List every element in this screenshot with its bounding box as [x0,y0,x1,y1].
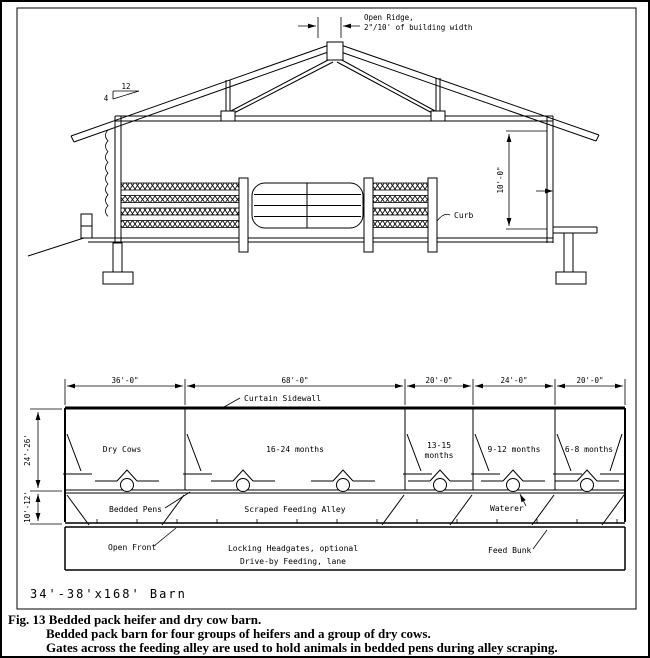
bedding-rails-left [121,183,240,228]
ridge-block [327,42,343,60]
fence-post-1 [239,178,248,252]
plan-view [23,376,625,601]
dim-bedded-pen-depth: 24'-26' [23,434,32,466]
feed-fence-line [65,523,625,527]
open-front-label: Open Front [108,543,157,552]
left-post [113,243,122,272]
floor-lines [88,238,553,242]
curb-label: Curb [454,211,474,220]
drive-by-feeding-label: Drive-by Feeding, lane [240,557,346,566]
right-wall [547,116,553,243]
top-dim-ext-lines [65,379,625,405]
bedded-pens-label: Bedded Pens [109,505,162,514]
dim-dry-cow-pen: 36'-0" [111,376,139,385]
open-ridge-dim-ticks [318,17,341,38]
truss-web-base-right [431,111,445,121]
caption-line2: Bedded pack barn for four groups of heifers and a group of dry cows. [46,626,431,641]
roof-slope-run-label: 4 [103,94,109,103]
curtain-wavy-line [106,130,109,216]
dim-pen-6-8: 20'-0" [576,376,604,385]
open-ridge-label-line2: 2"/10' of building width [364,23,473,32]
feed-platform-right [553,227,597,233]
truss-bottom-chord [115,116,553,121]
dim-pen-9-12: 24'-0" [500,376,528,385]
caption-line1: Fig. 13 Bedded pack heifer and dry cow barn. [8,612,262,627]
bedded-pens-leader [165,492,190,508]
cross-section-view [28,13,599,284]
curtain-sidewall-leader [224,398,240,407]
drawing-frame [17,8,636,609]
grade-line [28,236,90,256]
pen-gates [63,434,624,474]
pen-label-6-8: 6-8 months [564,445,614,454]
open-ridge-label-line1: Open Ridge, [364,13,414,22]
dim-pen-16-24: 68'-0" [281,376,309,385]
eave-height-ext-lines [506,131,547,229]
gate-panel [252,183,363,228]
open-front-leader [154,528,176,546]
waterer-label: Waterer [490,504,524,513]
truss-web-base-left [221,111,235,121]
left-footing [103,272,133,284]
locking-headgates-label: Locking Headgates, optional [227,544,359,553]
figure-caption [8,612,558,655]
bedding-rails-right [373,183,429,228]
fence-post-3 [428,178,437,252]
left-wall [115,116,121,243]
dim-feed-alley-width: 10'-12' [23,491,32,523]
pen-label-dry-cows: Dry Cows [102,445,142,454]
right-post [564,233,573,272]
eave-height-label: 10'-0" [496,166,505,194]
curtain-winder-upper [81,214,92,226]
pen-label-16-24: 16-24 months [266,445,324,454]
roof-slope-symbol [113,91,139,99]
barn-size-label: 34'-38'x168' Barn [30,587,187,601]
feed-bunk-leader [533,530,547,549]
caption-line3: Gates across the feeding alley are used to hold animals in bedded pens during alley scraping. [46,640,558,655]
curb-leader [437,214,450,221]
roof-slope-rise-label: 12 [121,82,131,91]
pen-label-13-15-line1: 13-15 [426,441,452,450]
pen-label-13-15-line2: months [424,451,454,460]
dim-pen-13-15: 20'-0" [425,376,453,385]
curtain-winder-lower [81,226,92,238]
right-footing [556,272,586,284]
left-dim-ext-lines [30,409,62,524]
curtain-sidewall-label: Curtain Sidewall [244,394,322,403]
scraped-alley-label: Scraped Feeding Alley [244,505,346,514]
fence-post-2 [364,178,373,252]
feed-bunk-label: Feed Bunk [488,546,532,555]
pen-label-9-12: 9-12 months [487,445,541,454]
waterers [95,470,619,492]
truss-webs [226,59,440,114]
wall-pointer-arrow [545,189,553,194]
